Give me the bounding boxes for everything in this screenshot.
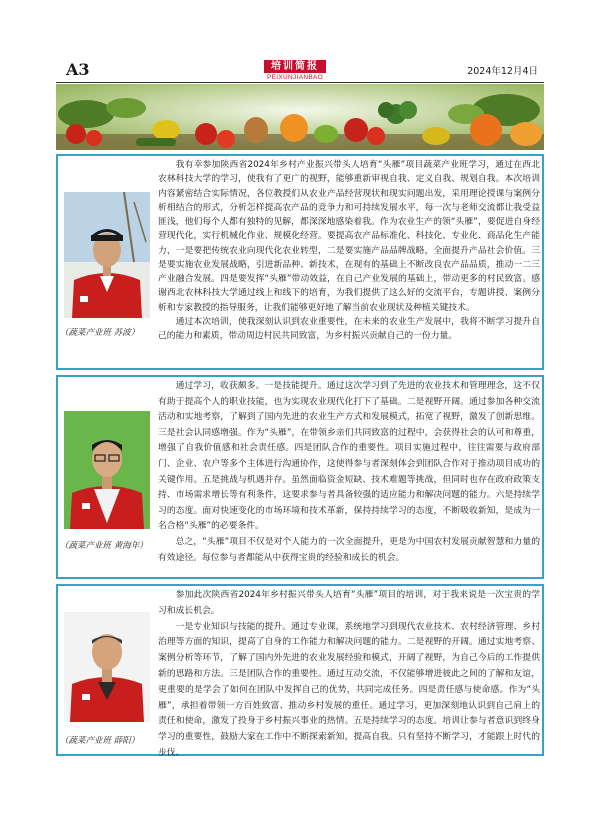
article-body [158,379,540,566]
header-rule [56,82,544,83]
photo-caption: （蔬菜产业班 黄海年） [60,541,148,551]
article-paragraph: 一是专业知识与技能的提升。通过专业课，系统地学习到现代农业技术、农村经济管理、乡村治理等方面的知识，提高了自身的工作能力和解决问题的能力。二是视野的开阔。通过实地考察、案例分析等环节，了解了国内外先进的农业发展经验和模式，开阔了视野，为自己今后的工作提供新的思路和方法。三是团队合作的重要性。通过互动交流，不仅能够增进彼此之间的了解和友谊，更重要的是学会了如何在团队中发挥自己的优势，共同完成任务。四是责任感与使命感。作为“头雁”，承担着带领一方百姓致富、推动乡村发展的重任。通过学习，更加深刻地认识到自己肩上的责任和使命，激发了投身于乡村振兴事业的热情。五是持续学习的态度。培训让参与者意识到终身学习的重要性，鼓励大家在工作中不断探索新知，提高自我。只有坚持不断学习，才能跟上时代的步伐。 [158,621,540,758]
portrait-photo-xue-yang [64,612,150,722]
masthead-logo [264,60,326,82]
article-card-1 [56,154,544,370]
portrait-column [60,377,154,577]
page-header [56,60,544,82]
article-paragraph: 通过学习，收获颇多。一是技能提升。通过这次学习到了先进的农业技术和管理理念，这不仅有助于提高个人的职业技能，也为实现农业现代化打下了基础。二是视野开阔。通过参加各种交流活动和实地考察，了解到了国内先进的农业生产方式和发展模式，拓宽了视野，激发了创新思维。三是社会认同感增强。作为“头雁”，在带领乡亲们共同致富的过程中，会获得社会的认可和尊重，增强了自我价值感和社会责任感。四是团队合作的重要性。项目实施过程中，往往需要与政府部门、企业、农户等多个主体进行沟通协作，这使得参与者深刻体会到团队合作对于推动项目成功的关键作用。五是挑战与机遇并存。虽然面临资金短缺、技术难题等挑战，但同时也存在政府政策支持、市场需求增长等有利条件，这要求参与者具备较强的适应能力和解决问题的能力。六是持续学习的态度。面对快速变化的市场环境和技术革新，保持持续学习的态度，不断吸收新知，是成为一名合格“头雁”的必要条件。 [158,381,540,532]
issue-date: 2024年12月4日 [467,66,538,77]
portrait-column [60,586,154,754]
vegetable-banner-image [56,84,544,150]
photo-caption: （蔬菜产业班 薛阳） [60,736,140,746]
photo-caption: （蔬菜产业班 苏波） [60,328,140,338]
article-body [158,588,540,762]
portrait-photo-su-bo [64,192,150,318]
article-paragraph: 总之，“头雁”项目不仅是对个人能力的一次全面提升，更是为中国农村发展贡献智慧和力量的有效途径。每位参与者都能从中获得宝贵的经验和成长的机会。 [158,536,540,563]
masthead-title: 培训简报 [264,60,326,73]
article-body [158,158,540,343]
article-card-2 [56,375,544,579]
article-paragraph: 通过本次培训，使我深刻认识到农业重要性，在未来的农业生产发展中，我将不断学习提升自己的能力和素质，带动周边村民共同致富，为乡村振兴贡献自己的一份力量。 [158,316,540,341]
article-card-3 [56,584,544,756]
masthead-subtitle: PEIXUNJIANBAO [267,74,323,81]
page-number: A3 [66,60,90,79]
article-paragraph: 参加此次陕西省2024年乡村振兴带头人培育“头雁”项目的培训，对于我来说是一次宝贵的学习和成长机会。 [158,590,540,616]
portrait-photo-huang-hainian [64,411,150,529]
portrait-column [60,156,154,368]
article-paragraph: 我有幸参加陕西省2024年乡村产业振兴带头人培育“头雁”项目蔬菜产业班学习，通过在西北农林科技大学的学习，使我有了更广的视野，能够重新审视自我、定义自我、规划自我。本次培训内容紧密结合实际情况，各位教授们从农业产品经营现状和现实问题出发，采用理论授课与案例分析相结合的形式，分析怎样提高农产品的竞争力和可持续发展水平，每一次与老师交流都让我受益匪浅，他们每个人都有独特的见解，都深深地感染着我。作为农业生产的领“头雁”，要促进自身经营现代化，实行机械化作业、规模化经营。要提高农产品标准化、科技化、专业化、商品化生产能力，一是要把传统农业向现代化农业转型，二是要实施产品品牌战略，全面提升产品社会价值。三是要实施农业发展战略，引进新品种、新技术，在现有的基础上不断改良农产品品质，推动一二三产业融合发展。四是要发挥“头雁”带动效益，在自己产业发展的基础上，带动更多的村民致富。感谢西北农林科技大学通过线上和线下的培育，为我们提供了这么好的交流平台，专题讲授、案例分析和专家教授的指导服务，让我们能够更好地了解当前农业现状及种植关键技术。 [158,160,540,313]
